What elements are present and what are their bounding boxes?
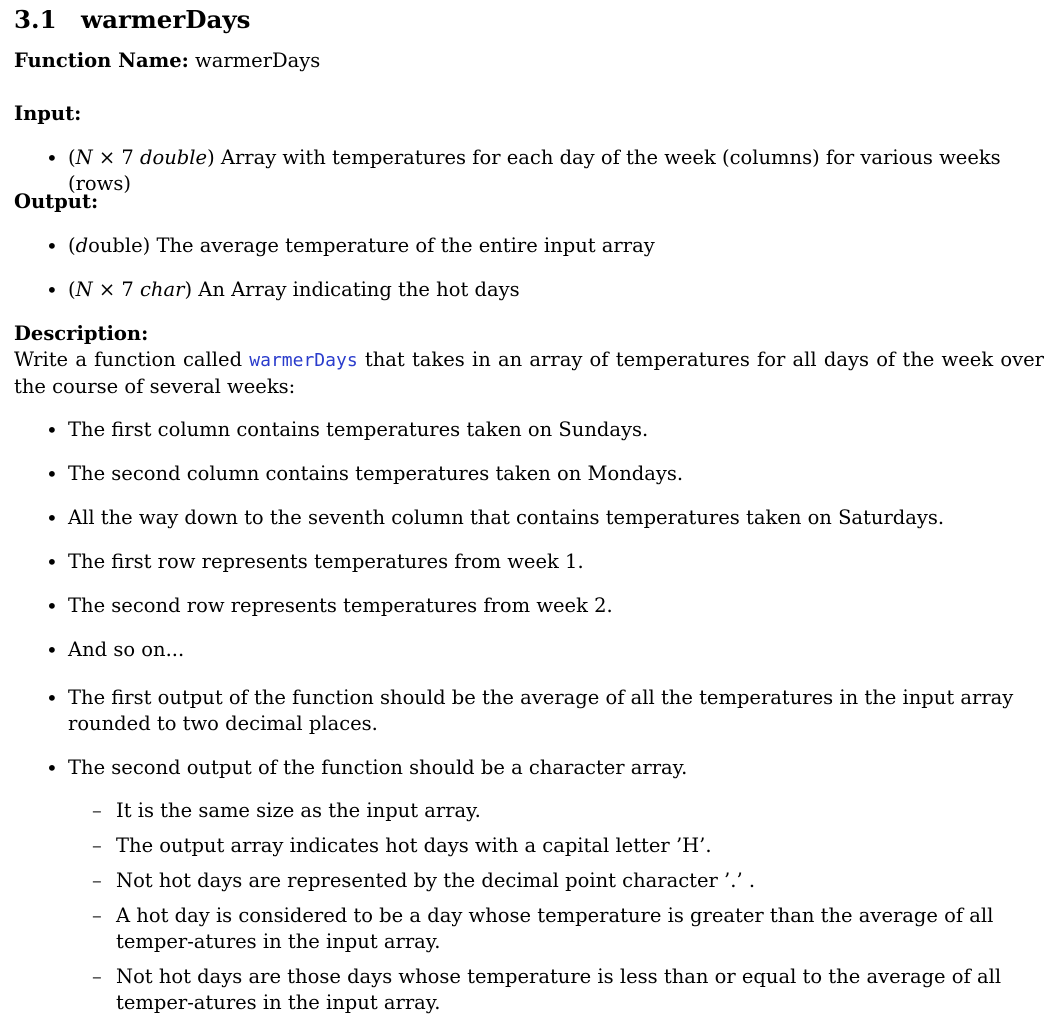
character-array-details: [92, 798, 1044, 1016]
section-title: warmerDays: [81, 5, 251, 34]
type-n: N: [75, 278, 93, 301]
type-kind: char: [140, 278, 185, 301]
output-list: [48, 233, 1048, 303]
output-description: An Array indicating the hot days: [192, 278, 520, 301]
function-name-value: warmerDays: [195, 49, 321, 72]
description-heading: Description:: [14, 322, 149, 345]
input-heading: Input:: [14, 102, 82, 125]
output-description: The average temperature of the entire input array: [150, 234, 655, 257]
type-times: × 7: [92, 278, 141, 301]
type-kind: double: [140, 146, 208, 169]
intro-text: Write a function called: [14, 348, 250, 371]
detail-item: – A hot day is considered to be a day whose temperature is greater than the average of all temper-atures in the input array.: [92, 903, 1044, 955]
output-item: [48, 277, 1048, 303]
description-bullets: [48, 417, 1048, 781]
input-list: [48, 145, 1048, 197]
paren: (: [68, 234, 76, 257]
description-intro: [14, 347, 1044, 400]
paren: ): [207, 146, 215, 169]
paren: (: [68, 146, 76, 169]
description-bullet: • The second column contains temperatures taken on Mondays.: [48, 461, 1048, 487]
paren: ): [184, 278, 193, 301]
detail-item: – The output array indicates hot days with a capital letter ’H’.: [92, 833, 1044, 859]
type-n: N: [75, 146, 93, 169]
function-name-label: Function Name:: [14, 49, 189, 72]
input-item: [48, 145, 1048, 197]
paren: (: [68, 278, 76, 301]
intro-text: that takes in an array of temperatures for all days of the week over the course of several weeks:: [14, 348, 1044, 398]
type-times: × 7: [92, 146, 141, 169]
description-bullet: • The second row represents temperatures from week 2.: [48, 593, 1048, 619]
detail-item: – Not hot days are those days whose temperature is less than or equal to the average of all temper-atures in the input array.: [92, 964, 1044, 1016]
function-code-reference: warmerDays: [249, 350, 358, 371]
description-bullet: • The first output of the function should be the average of all the temperatures in the input array rounded to two decimal places.: [48, 685, 1048, 737]
output-heading: Output:: [14, 190, 99, 213]
description-bullet: • All the way down to the seventh column that contains temperatures taken on Saturdays.: [48, 505, 1048, 531]
detail-item: – It is the same size as the input array.: [92, 798, 1044, 824]
description-bullet: • The first row represents temperatures from week 1.: [48, 549, 1048, 575]
description-bullet: • The second output of the function should be a character array.: [48, 755, 1048, 781]
paren: ): [142, 234, 151, 257]
section-number: 3.1: [14, 5, 57, 34]
function-name-line: [14, 48, 320, 74]
type-kind: d: [75, 234, 89, 257]
description-bullet: • And so on...: [48, 637, 1048, 663]
description-bullet: • The first column contains temperatures taken on Sundays.: [48, 417, 1048, 443]
detail-item: – Not hot days are represented by the decimal point character ’.’ .: [92, 868, 1044, 894]
input-description: Array with temperatures for each day of the week (columns) for various weeks (rows): [68, 146, 1001, 195]
section-heading: [14, 4, 250, 36]
output-item: [48, 233, 1048, 259]
type-kind-rest: ouble: [88, 234, 143, 257]
